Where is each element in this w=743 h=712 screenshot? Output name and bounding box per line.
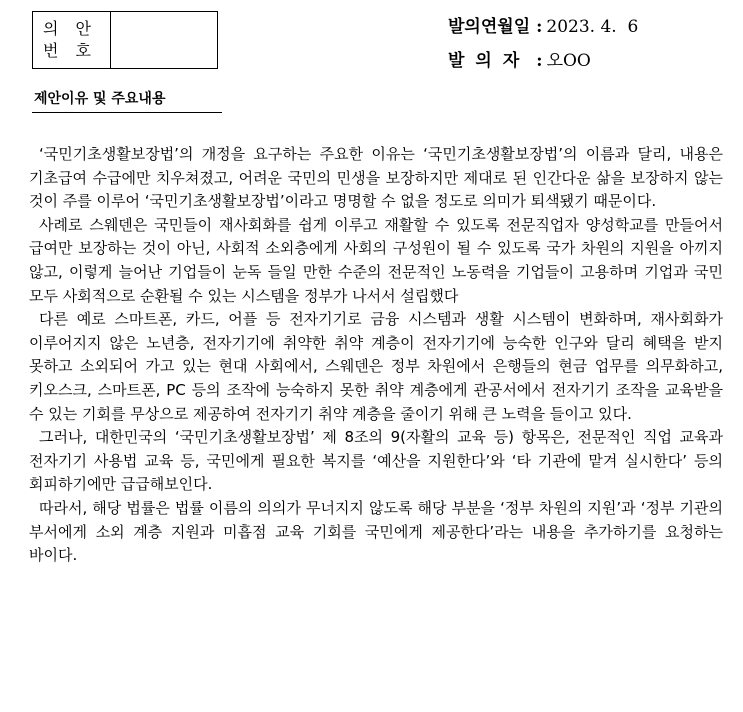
bill-label-line1: 의 안	[43, 19, 97, 38]
body-paragraph-1: ‘국민기초생활보장법’의 개정을 요구하는 주요한 이유는 ‘국민기초생활보장법’의 이름과 달리, 내용은 기초급여 수급에만 치우쳐졌고, 어려운 국민의 민생을 보장하지만 제대로 된 인간다운 삶을 보장하지 않는 것이 주를 이루어 ‘국민기초생활보장법’이라고 명명할 수 없을 정도로 의미가 퇴색됐기 때문이다.	[29, 145, 723, 211]
bill-number-box	[32, 11, 218, 69]
section-title-underline	[32, 112, 222, 113]
proposal-date-value: 2023. 4. 6	[546, 17, 639, 37]
proposal-date-row	[448, 10, 638, 44]
bill-number-label	[33, 12, 111, 68]
body-paragraph-5: 따라서, 해당 법률은 법률 이름의 의의가 무너지지 않도록 해당 부분을 ‘정부 차원의 지원’과 ‘정부 기관의 부서에게 소외 계층 지원과 미흡점 교육 기회를 국민에게 제공한다’라는 내용을 추가하기를 요청하는 바이다.	[29, 498, 723, 565]
body-paragraph-3: 다른 예로 스마트폰, 카드, 어플 등 전자기기로 금융 시스템과 생활 시스템이 변화하며, 재사회화가 이루어지지 않은 노년층, 전자기기에 취약한 취약 계층이 전자기기에 능숙한 인구와 달리 혜택을 받지 못하고 소외되어 가고 있는 현대 사회에서, 스웨덴은 정부 차원에서 은행들의 현금 업무를 의무화하고, 키오스크, 스마트폰, PC 등의 조작에 능숙하지 못한 취약 계층에게 관공서에서 전자기기 조작을 교육받을 수 있는 기회를 무상으로 제공하여 전자기기 취약 계층을 줄이기 위해 큰 노력을 들이고 있다.	[29, 310, 723, 423]
section-title: 제안이유 및 주요내용	[34, 91, 166, 107]
proposal-date-label: 발의연월일	[448, 17, 531, 37]
proposal-meta	[448, 10, 638, 78]
proposal-body	[29, 143, 723, 568]
body-paragraph-4: 그러나, 대한민국의 ‘국민기초생활보장법’ 제 8조의 9(자활의 교육 등) 항목은, 전문적인 직업 교육과 전자기기 사용법 교육 등, 국민에게 필요한 복지를 ‘예산을 지원한다’와 ‘타 기관에 맡겨 실시한다’ 등의 회피하기에만 급급해보인다.	[29, 428, 723, 494]
colon-separator: :	[536, 51, 543, 71]
colon-separator: :	[536, 17, 543, 37]
body-paragraph-2: 사례로 스웨덴은 국민들이 재사회화를 쉽게 이루고 재활할 수 있도록 전문직업자 양성학교를 만들어서 급여만 보장하는 것이 아닌, 사회적 소외층에게 사회의 구성원이 될 수 있도록 국가 차원의 지원을 아끼지 않고, 이렇게 늘어난 기업들이 눈독 들일 만한 수준의 전문적인 노동력을 기업들이 고용하며 기업과 국민 모두 사회적으로 순환될 수 있는 시스템을 정부가 나서서 설립했다	[29, 215, 723, 305]
bill-label-line2: 번 호	[43, 41, 97, 60]
proposer-value: 오OO	[546, 51, 591, 71]
bill-number-value	[111, 12, 217, 68]
proposer-label: 발의자	[448, 51, 531, 71]
proposer-row	[448, 44, 638, 78]
